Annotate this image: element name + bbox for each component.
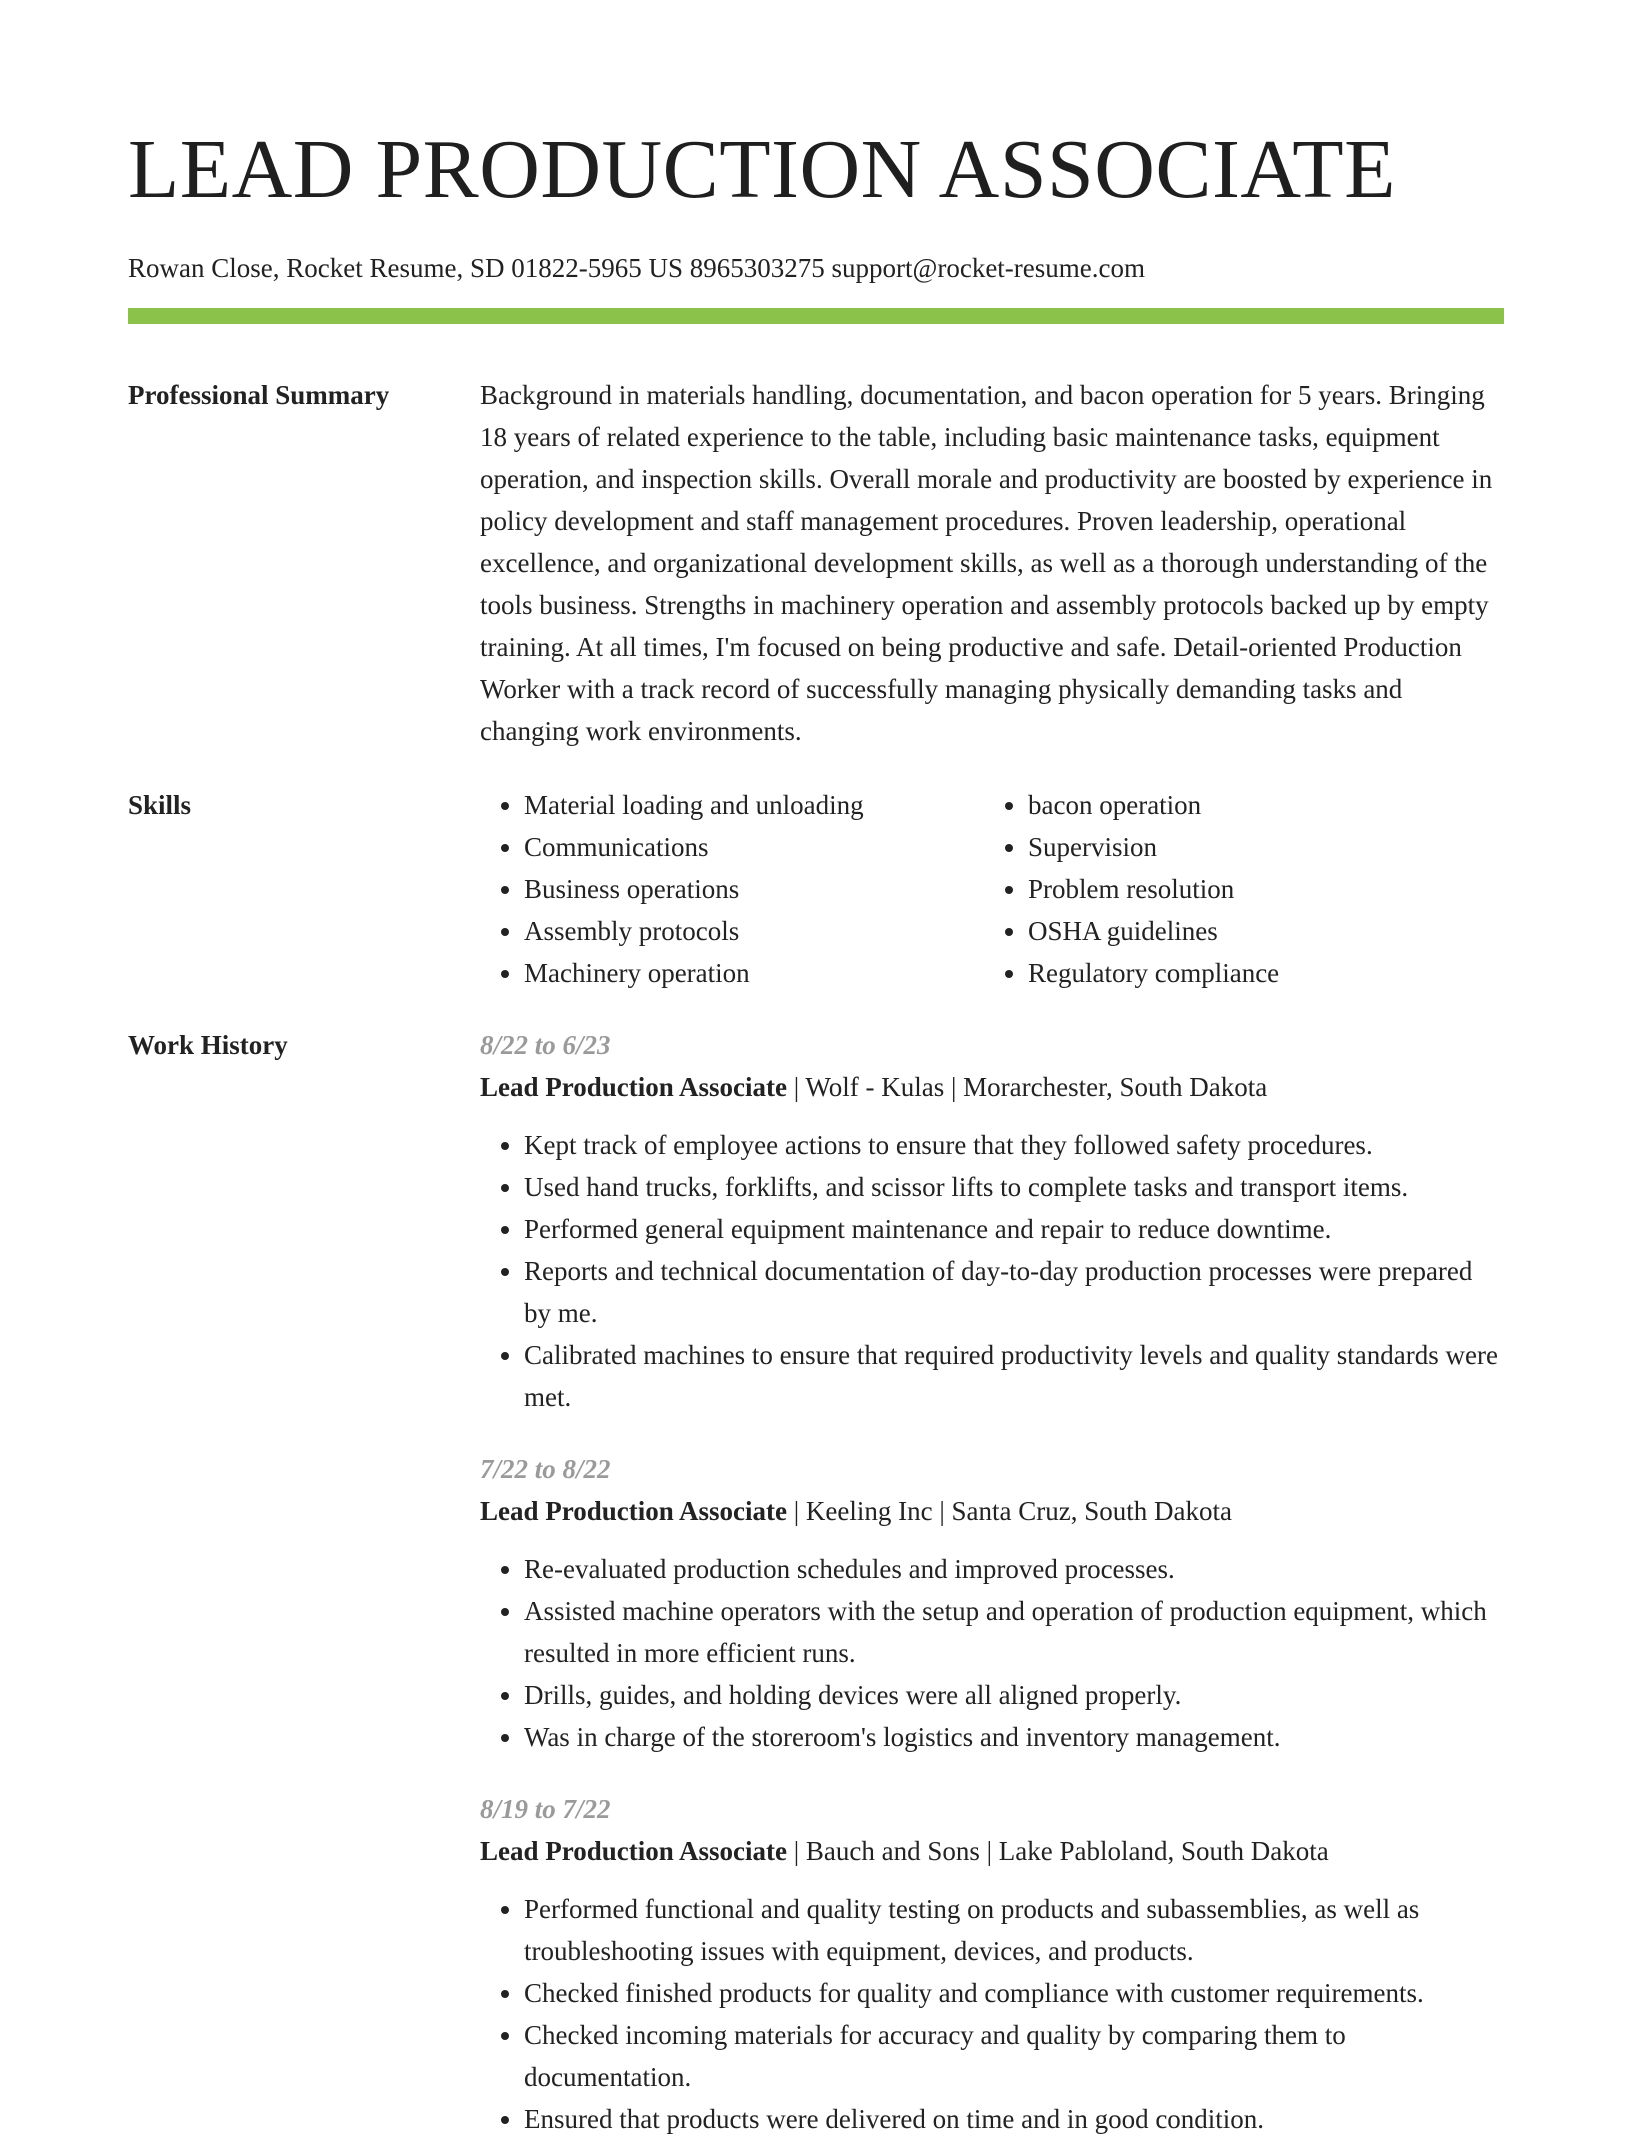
job-bullet: • Ensured that products were delivered on time and in good condition.: [524, 2098, 1504, 2140]
job-heading: [480, 1066, 1504, 1108]
skill-item: • Communications: [524, 826, 984, 868]
job-bullet: • Assisted machine operators with the setup and operation of production equipment, which resulted in more efficient runs.: [524, 1590, 1504, 1674]
summary-text: Background in materials handling, documentation, and bacon operation for 5 years. Bringing 18 years of related experience to the table, including basic maintenance tasks, equipment operation, and inspection skills. Overall morale and productivity are boosted by experience in policy development and staff management procedures. Proven leadership, operational excellence, and organizational development skills, as well as a thorough understanding of the tools business. Strengths in machinery operation and assembly protocols backed up by empty training. At all times, I'm focused on being productive and safe. Detail-oriented Production Worker with a track record of successfully managing physically demanding tasks and changing work environments.: [480, 380, 1493, 746]
skill-item: • Business operations: [524, 868, 984, 910]
skills-list-left: [480, 784, 984, 994]
skill-item: • Material loading and unloading: [524, 784, 984, 826]
job-employer-location: | Keeling Inc | Santa Cruz, South Dakota: [787, 1496, 1232, 1526]
job-entry: [480, 1448, 1504, 1758]
job-entry: [480, 1788, 1504, 2140]
job-bullets: [480, 1548, 1504, 1758]
job-bullets: [480, 1888, 1504, 2140]
work-history-section: [128, 1024, 1504, 2140]
job-bullet: • Used hand trucks, forklifts, and scissor lifts to complete tasks and transport items.: [524, 1166, 1504, 1208]
page-title: LEAD PRODUCTION ASSOCIATE: [128, 123, 1396, 216]
skill-item: • Problem resolution: [1028, 868, 1504, 910]
job-bullet: • Re-evaluated production schedules and improved processes.: [524, 1548, 1504, 1590]
contact-line: Rowan Close, Rocket Resume, SD 01822-5965 US 8965303275 support@rocket-resume.com: [128, 253, 1145, 283]
job-date: 8/19 to 7/22: [480, 1794, 611, 1824]
header-divider: [128, 308, 1504, 324]
job-bullet: • Was in charge of the storeroom's logistics and inventory management.: [524, 1716, 1504, 1758]
skill-item: • Machinery operation: [524, 952, 984, 994]
skill-item: • bacon operation: [1028, 784, 1504, 826]
skills-list-right: [984, 784, 1504, 994]
job-bullet: • Performed functional and quality testing on products and subassemblies, as well as troubleshooting issues with equipment, devices, and products.: [524, 1888, 1504, 1972]
job-title: Lead Production Associate: [480, 1836, 788, 1866]
section-label-skills: Skills: [128, 790, 192, 820]
job-bullet: • Performed general equipment maintenance and repair to reduce downtime.: [524, 1208, 1504, 1250]
job-employer-location: | Wolf - Kulas | Morarchester, South Dakota: [787, 1072, 1268, 1102]
job-heading: [480, 1830, 1504, 1872]
job-bullet: • Kept track of employee actions to ensure that they followed safety procedures.: [524, 1124, 1504, 1166]
job-bullet: • Checked incoming materials for accuracy and quality by comparing them to documentation.: [524, 2014, 1504, 2098]
job-title: Lead Production Associate: [480, 1496, 788, 1526]
job-employer-location: | Bauch and Sons | Lake Pabloland, South Dakota: [787, 1836, 1329, 1866]
job-bullets: [480, 1124, 1504, 1418]
job-date: 8/22 to 6/23: [480, 1030, 611, 1060]
job-bullet: • Checked finished products for quality and compliance with customer requirements.: [524, 1972, 1504, 2014]
job-bullet: • Calibrated machines to ensure that required productivity levels and quality standards were met.: [524, 1334, 1504, 1418]
skill-item: • Assembly protocols: [524, 910, 984, 952]
section-label-work-history: Work History: [128, 1030, 288, 1060]
resume-page: [128, 0, 1504, 2140]
summary-body: [480, 374, 1504, 752]
skill-item: • Regulatory compliance: [1028, 952, 1504, 994]
skills-section: [128, 784, 1504, 994]
skills-grid: [480, 784, 1504, 994]
job-entry: [480, 1024, 1504, 1418]
job-bullet: • Drills, guides, and holding devices were all aligned properly.: [524, 1674, 1504, 1716]
work-history-body: [480, 1024, 1504, 2140]
job-bullet: • Reports and technical documentation of day-to-day production processes were prepared by me.: [524, 1250, 1504, 1334]
job-title: Lead Production Associate: [480, 1072, 788, 1102]
job-date: 7/22 to 8/22: [480, 1454, 611, 1484]
skill-item: • Supervision: [1028, 826, 1504, 868]
job-heading: [480, 1490, 1504, 1532]
skill-item: • OSHA guidelines: [1028, 910, 1504, 952]
summary-section: [128, 374, 1504, 752]
section-label-summary: Professional Summary: [128, 380, 390, 410]
